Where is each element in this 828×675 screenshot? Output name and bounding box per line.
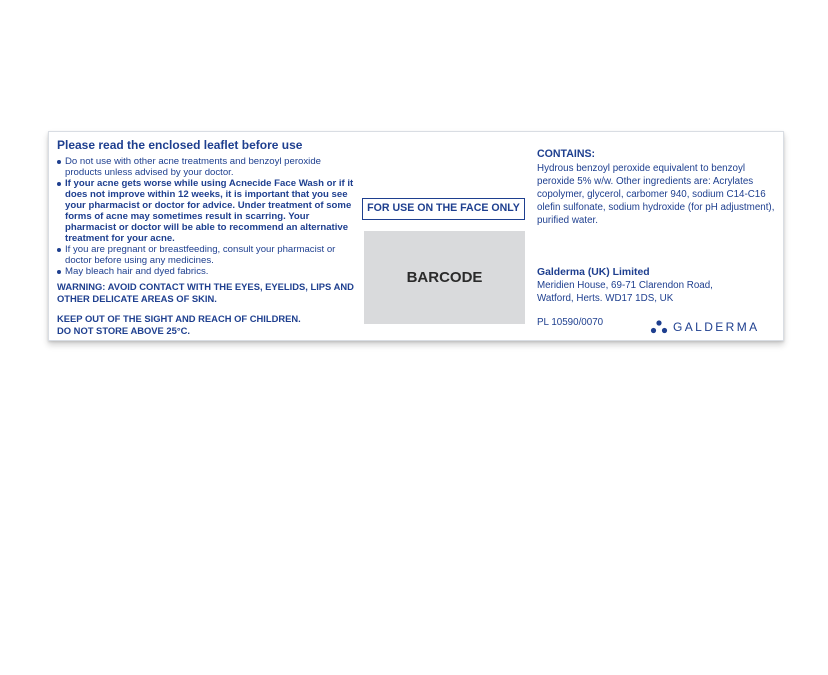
storage-warning [57, 313, 357, 337]
contains-column [537, 148, 782, 227]
list-item: May bleach hair and dyed fabrics. [57, 266, 357, 277]
face-only-label: FOR USE ON THE FACE ONLY [362, 198, 525, 220]
product-licence-number: PL 10590/0070 [537, 317, 604, 328]
list-item: Do not use with other acne treatments and benzoyl peroxide products unless advised by your doctor. [57, 156, 357, 178]
company-address-line: Meridien House, 69-71 Clarendon Road, [537, 280, 713, 291]
company-address-line: Watford, Herts. WD17 1DS, UK [537, 293, 674, 304]
warnings-list [57, 156, 357, 277]
usage-warnings-column [57, 138, 357, 337]
barcode-label: BARCODE [406, 269, 483, 286]
leaflet-heading: Please read the enclosed leaflet before use [57, 138, 303, 152]
galderma-dots-icon [650, 320, 668, 334]
package-panel [48, 131, 784, 341]
logo-wordmark: GALDERMA [673, 320, 760, 334]
storage-line: DO NOT STORE ABOVE 25°C. [57, 325, 190, 336]
keep-out-line: KEEP OUT OF THE SIGHT AND REACH OF CHILDREN. [57, 313, 301, 324]
company-name: Galderma (UK) Limited [537, 267, 650, 278]
ingredients-text: Hydrous benzoyl peroxide equivalent to benzoyl peroxide 5% w/w. Other ingredients are: Acrylates copolymer, glycerol, carbomer 940, sodium C14-C16 olefin sulfonate, sodium hydroxide (for pH adjustment), purified water. [537, 163, 775, 226]
barcode-placeholder [364, 231, 525, 324]
galderma-logo [650, 320, 760, 334]
list-item: If you are pregnant or breastfeeding, consult your pharmacist or doctor before using any medicines. [57, 244, 357, 266]
contains-title: CONTAINS: [537, 148, 596, 160]
list-item: If your acne gets worse while using Acnecide Face Wash or if it does not improve within 12 weeks, it is important that you see your pharmacist or doctor for advice. Under treatment of some forms of acne may sometimes result in scarring. Your pharmacist or doctor will be able to recommend an alternative treatment for your acne. [57, 178, 357, 244]
eye-warning: WARNING: AVOID CONTACT WITH THE EYES, EYELIDS, LIPS AND OTHER DELICATE AREAS OF SKIN. [57, 281, 354, 304]
manufacturer-block [537, 266, 782, 305]
